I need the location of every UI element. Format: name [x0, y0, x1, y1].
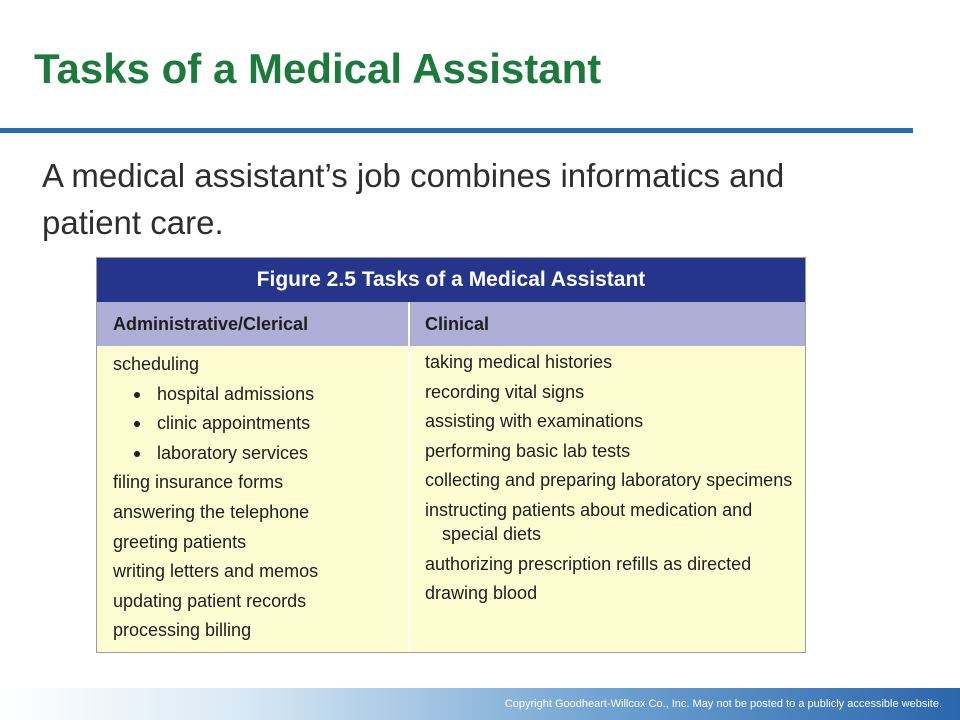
list-item: answering the telephone: [113, 501, 310, 522]
footer-bar: [0, 688, 960, 720]
list-item: [113, 380, 318, 410]
intro-text: A medical assistant’s job combines informatics and patient care.: [42, 157, 785, 241]
slide-title: Tasks of a Medical Assistant: [34, 45, 602, 92]
column-header-row: [97, 302, 805, 346]
administrative-task-list: [113, 350, 318, 646]
list-item: [113, 439, 318, 469]
list-item-text: clinic appointments: [157, 413, 311, 434]
list-item: taking medical histories: [425, 352, 613, 372]
list-item: writing letters and memos: [113, 561, 319, 582]
list-item: instructing patients about medication and special diets: [425, 499, 753, 544]
list-item: drawing blood: [425, 583, 538, 604]
list-item: assisting with examinations: [425, 411, 644, 432]
list-item: recording vital signs: [425, 381, 585, 402]
copyright-notice: Copyright Goodheart-Willcox Co., Inc. May not be posted to a publicly accessible website.: [504, 698, 942, 710]
list-item: performing basic lab tests: [425, 440, 631, 461]
column-header-clinical: Clinical: [425, 314, 490, 334]
list-item: authorizing prescription refills as directed: [425, 553, 752, 574]
bullet-icon: [134, 421, 140, 427]
column-divider: [408, 302, 410, 652]
figure-caption: Figure 2.5 Tasks of a Medical Assistant: [97, 258, 805, 302]
list-item: filing insurance forms: [113, 472, 284, 493]
list-item-text: hospital admissions: [157, 383, 315, 404]
list-item: [113, 409, 318, 439]
list-item: scheduling: [113, 354, 200, 374]
list-item-text: laboratory services: [157, 442, 309, 463]
column-header-administrative: Administrative/Clerical: [113, 314, 309, 334]
list-item: updating patient records: [113, 590, 307, 611]
list-item: collecting and preparing laboratory specimens: [425, 470, 793, 491]
list-item: processing billing: [113, 620, 252, 641]
clinical-task-list: [425, 350, 795, 611]
bullet-icon: [134, 451, 140, 457]
title-divider: [0, 128, 913, 133]
figure-table: [96, 257, 806, 653]
list-item: greeting patients: [113, 531, 247, 552]
bullet-icon: [134, 392, 140, 398]
